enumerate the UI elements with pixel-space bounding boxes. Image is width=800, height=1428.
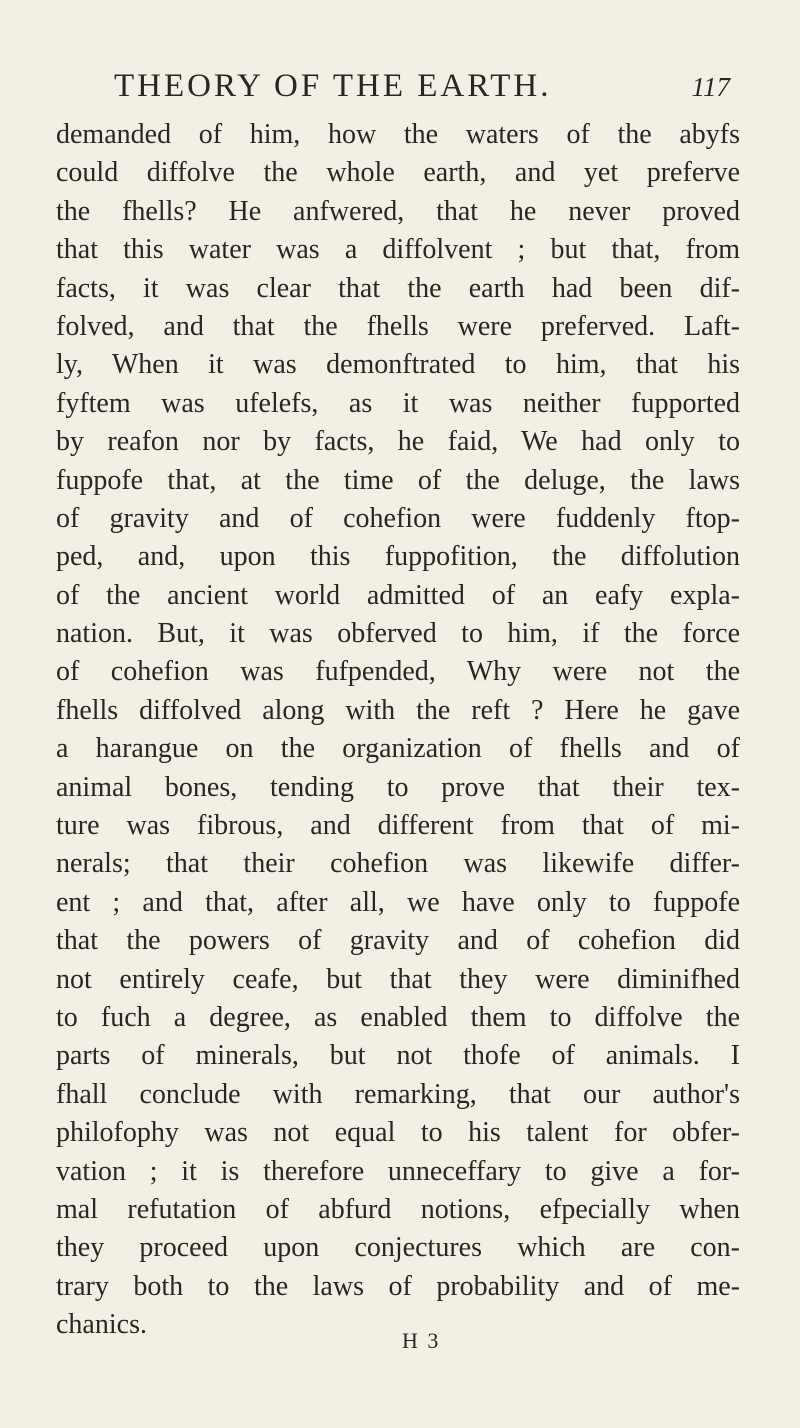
text-line: ent ; and that, after all, we have only to fuppofe [56,886,740,918]
text-line: they proceed upon conjectures which are con- [56,1232,740,1264]
text-line: folved, and that the fhells were preferved. Laft- [56,310,740,342]
text-line: of the ancient world admitted of an eafy expla- [56,579,740,611]
text-line: by reafon nor by facts, he faid, We had only to [56,426,740,458]
text-line: to fuch a degree, as enabled them to diffolve the [56,1001,740,1033]
text-line: mal refutation of abfurd notions, efpecially when [56,1193,740,1225]
running-title: THEORY OF THE EARTH. [114,68,552,104]
text-line: fhall conclude with remarking, that our author's [56,1078,740,1110]
text-line: a harangue on the organization of fhells and of [56,733,740,765]
text-line: could diffolve the whole earth, and yet preferve [56,157,740,189]
text-line: nerals; that their cohefion was likewife differ- [56,848,740,880]
body-text [56,116,740,1345]
text-line: ture was fibrous, and different from that of mi- [56,810,740,842]
text-line: animal bones, tending to prove that their tex- [56,771,740,803]
text-line: the fhells? He anfwered, that he never proved [56,195,740,227]
text-line: fhells diffolved along with the reft ? Here he gave [56,694,740,726]
text-line: ly, When it was demonftrated to him, that his [56,349,740,381]
text-line: of cohefion was fufpended, Why were not the [56,656,740,688]
text-line: not entirely ceafe, but that they were diminifhed [56,963,740,995]
text-line: trary both to the laws of probability and of me- [56,1270,740,1302]
signature-mark: H 3 [402,1328,441,1353]
text-line: that this water was a diffolvent ; but that, from [56,234,740,266]
page-number: 117 [691,72,730,102]
text-line: fyftem was ufelefs, as it was neither fupported [56,387,740,419]
running-head [114,68,730,112]
text-line: vation ; it is therefore unneceffary to give a for- [56,1155,740,1187]
text-line: that the powers of gravity and of cohefion did [56,925,740,957]
text-line: facts, it was clear that the earth had been dif- [56,272,740,304]
text-line: chanics. [56,1309,147,1341]
text-line: ped, and, upon this fuppofition, the diffolution [56,541,740,573]
text-line: of gravity and of cohefion were fuddenly ftop- [56,502,740,534]
text-line: parts of minerals, but not thofe of animals. I [56,1040,740,1072]
text-line: demanded of him, how the waters of the abyfs [56,119,740,150]
text-line: fuppofe that, at the time of the deluge, the laws [56,464,740,496]
text-line: philofophy was not equal to his talent for obfer- [56,1117,740,1149]
text-line: nation. But, it was obferved to him, if the force [56,618,740,650]
